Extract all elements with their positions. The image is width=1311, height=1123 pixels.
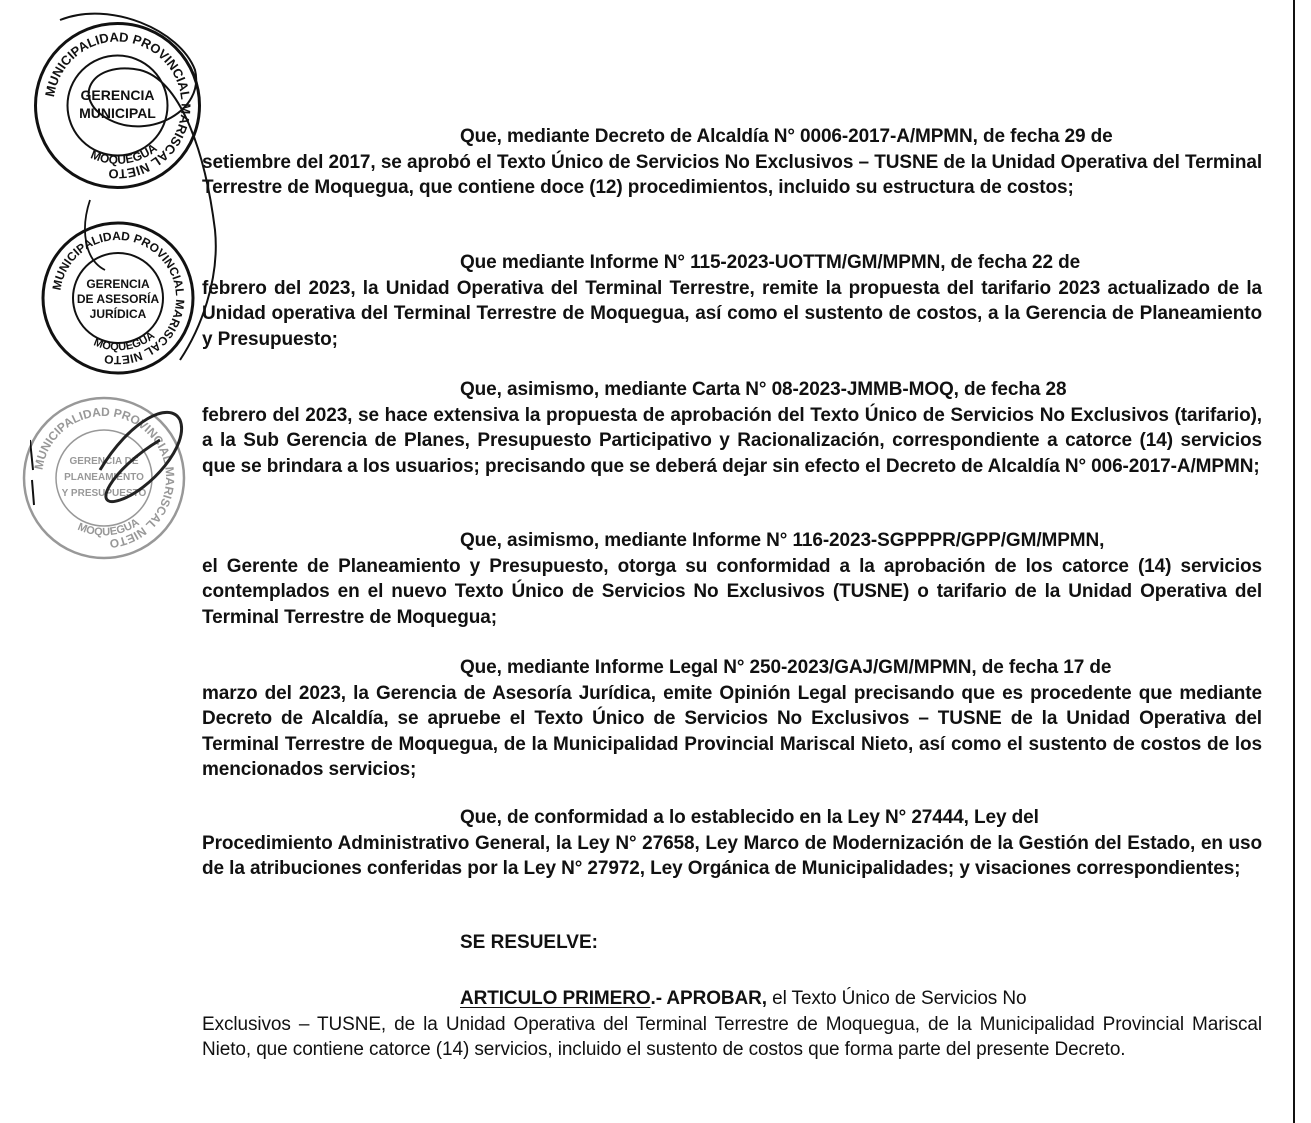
paragraph-body: febrero del 2023, la Unidad Operativa del Terminal Terrestre, remite la propuesta del tarifario 2023 actualizado de la Unidad operativa del Terminal Terrestre de Moquegua, así como el sustento de costos, a la Gerencia de Planeamiento y Presupuesto; <box>202 277 1262 350</box>
stamp-center-line: Y PRESUPUESTO <box>61 488 147 499</box>
paragraph-first-line: Que, de conformidad a lo establecido en la Ley N° 27444, Ley del <box>460 807 1039 828</box>
paragraph-first-line: Que mediante Informe N° 115-2023-UOTTM/GM/MPMN, de fecha 22 de <box>460 252 1081 273</box>
considerando-paragraph <box>202 528 1262 630</box>
stamp-gerencia-planeamiento <box>18 392 190 564</box>
stamp-center-line: GERENCIA DE <box>69 456 139 467</box>
article-separator: .- <box>650 988 667 1009</box>
paragraph-first-line: Que, mediante Decreto de Alcaldía N° 0006-2017-A/MPMN, de fecha 29 de <box>460 126 1113 147</box>
paragraph-first-line: Que, mediante Informe Legal N° 250-2023/GAJ/GM/MPMN, de fecha 17 de <box>460 657 1112 678</box>
stamp-center-line: GERENCIA <box>86 277 150 291</box>
article-first-tail: el Texto Único de Servicios No <box>766 988 1027 1009</box>
paragraph-first-line: Que, asimismo, mediante Carta N° 08-2023-JMMB-MOQ, de fecha 28 <box>460 379 1067 400</box>
stamp-gerencia-municipal <box>30 18 205 193</box>
article-label: ARTICULO PRIMERO <box>460 988 651 1009</box>
stamp-bottom-text: MOQUEGUA <box>75 516 142 539</box>
article-primero <box>202 986 1262 1063</box>
stamp-center-line: JURÍDICA <box>89 307 147 321</box>
paragraph-body: febrero del 2023, se hace extensiva la propuesta de aprobación del Texto Único de Servicios No Exclusivos (tarifario), a la Sub Gerencia de Planes, Presupuesto Participativo y Racionalización, correspondiente a catorce (14) servicios que se brindara a los usuarios; precisando que se deberá dejar sin efecto el Decreto de Alcaldía N° 006-2017-A/MPMN; <box>202 404 1262 477</box>
stamp-bottom-text: MOQUEGUA <box>88 140 160 168</box>
stamp-center-line: DE ASESORÍA <box>76 292 160 306</box>
article-body: Exclusivos – TUSNE, de la Unidad Operativa del Terminal Terrestre de Moquegua, de la Municipalidad Provincial Mariscal Nieto, que contiene catorce (14) servicios, incluido el sustento de costos que forma parte del presente Decreto. <box>202 1013 1262 1060</box>
resolution-heading: SE RESUELVE: <box>460 932 598 953</box>
considerando-paragraph <box>202 805 1262 882</box>
considerando-paragraph <box>202 124 1262 201</box>
paragraph-body: setiembre del 2017, se aprobó el Texto Único de Servicios No Exclusivos – TUSNE de la Unidad Operativa del Terminal Terrestre de Moquegua, que contiene doce (12) procedimientos, incluido su estructura de costos; <box>202 151 1262 198</box>
page-edge-rule <box>1293 0 1295 1123</box>
stamp-ring-text: MUNICIPALIDAD PROVINCIAL MARISCAL NIETO <box>49 228 188 368</box>
considerando-paragraph <box>202 250 1262 352</box>
paragraph-body: marzo del 2023, la Gerencia de Asesoría Jurídica, emite Opinión Legal precisando que es procedente que mediante Decreto de Alcaldía, se apruebe el Texto Único de Servicios No Exclusivos – TUSNE de la Unidad Operativa del Terminal Terrestre de Moquegua, de la Municipalidad Provincial Mariscal Nieto, así como el sustento de costos de los mencionados servicios; <box>202 682 1262 780</box>
stamp-center-line: MUNICIPAL <box>79 105 156 121</box>
paragraph-first-line: Que, asimismo, mediante Informe N° 116-2023-SGPPPR/GPP/GM/MPMN, <box>460 530 1105 551</box>
considerando-paragraph <box>202 377 1262 479</box>
article-first-line <box>202 986 1262 1012</box>
stamp-center-line: GERENCIA <box>80 87 155 103</box>
stamp-ring-text: MUNICIPALIDAD PROVINCIAL MARISCAL NIETO <box>42 29 194 182</box>
stamp-gerencia-asesoria-juridica <box>38 218 198 378</box>
stamp-ring-text: MUNICIPALIDAD PROVINCIAL MARISCAL NIETO <box>31 404 178 551</box>
considerando-paragraph <box>202 655 1262 783</box>
stamp-center-line: PLANEAMIENTO <box>64 472 144 483</box>
paragraph-body: el Gerente de Planeamiento y Presupuesto, otorga su conformidad a la aprobación de los catorce (14) servicios contemplados en el nuevo Texto Único de Servicios No Exclusivos (TUSNE) o tarifario de la Unidad Operativa del Terminal Terrestre de Moquegua; <box>202 555 1262 628</box>
article-verb: APROBAR, <box>666 988 767 1009</box>
paragraph-body: Procedimiento Administrativo General, la Ley N° 27658, Ley Marco de Modernización de la Gestión del Estado, en uso de la atribuciones conferidas por la Ley N° 27972, Ley Orgánica de Municipalidades; y visaciones correspondientes; <box>202 832 1262 879</box>
stamp-bottom-text: MOQUEGUA <box>91 329 158 354</box>
